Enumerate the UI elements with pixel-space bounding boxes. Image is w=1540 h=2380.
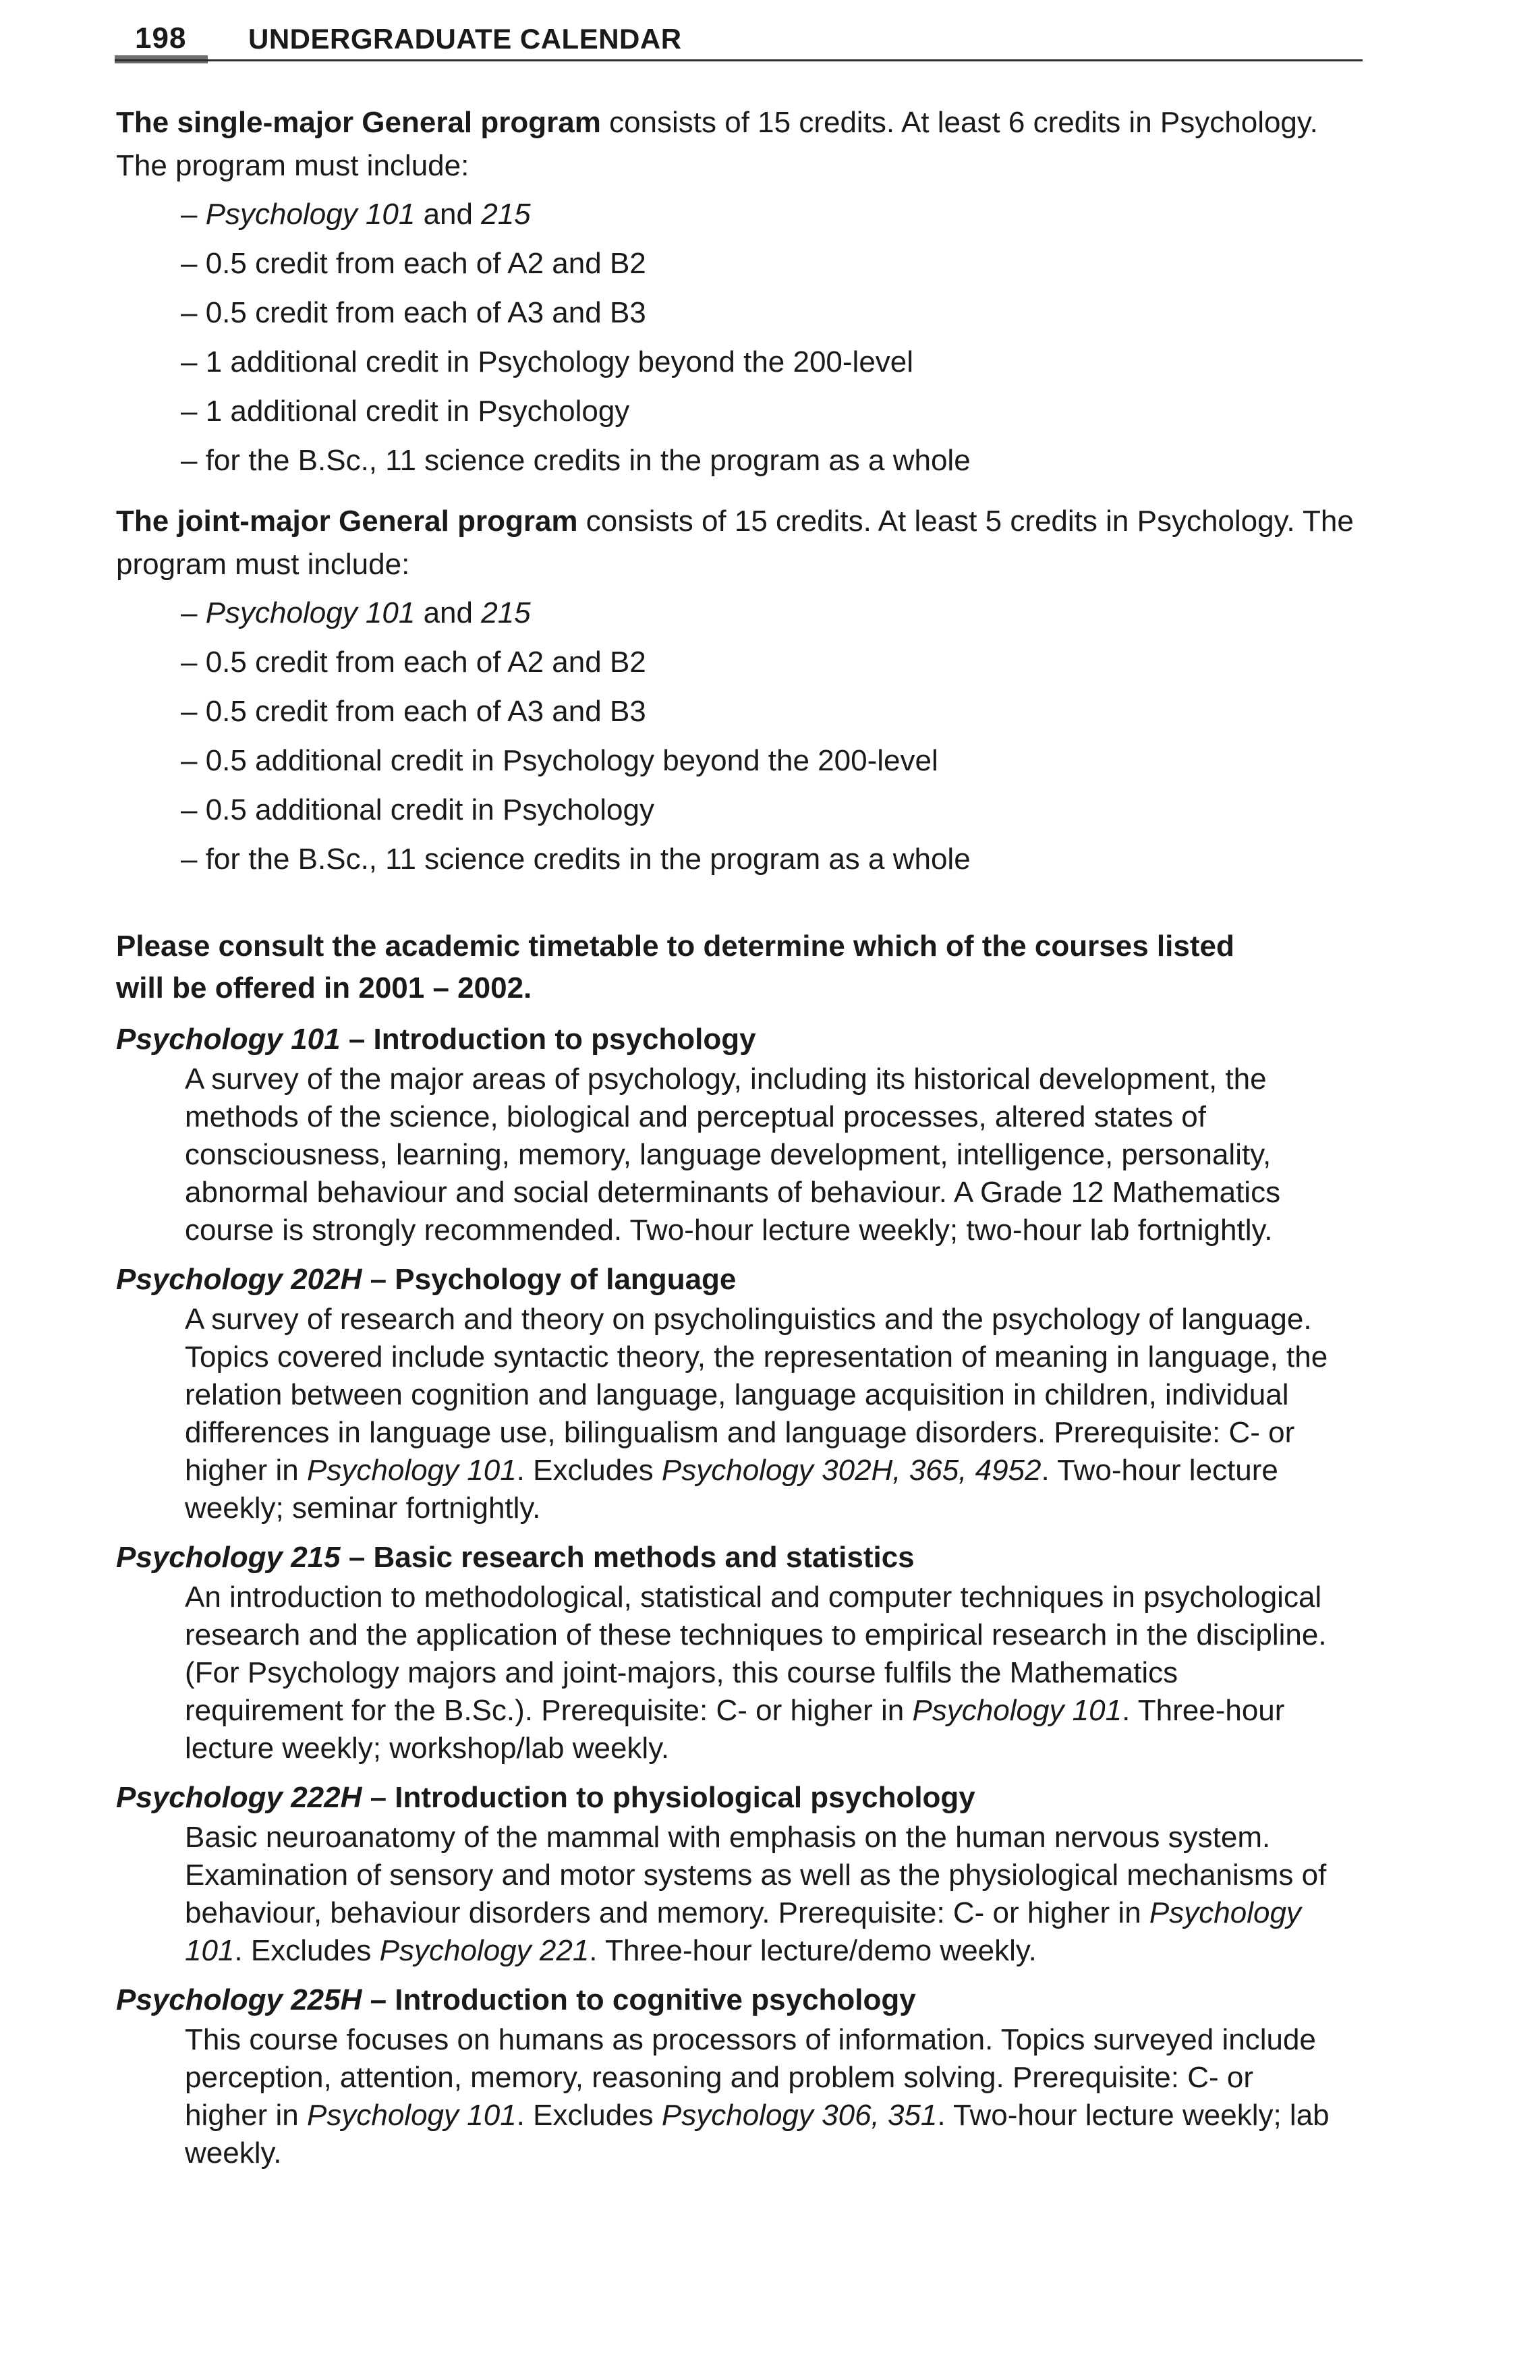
program-joint-major — [116, 500, 1371, 881]
requirement-dash: – — [181, 395, 206, 428]
description-text: . Two-hour lecture weekly; seminar fortnightly. — [185, 1454, 1278, 1525]
program-single-major — [116, 101, 1371, 482]
description-text: . Two-hour lecture weekly; lab weekly. — [185, 2099, 1330, 2170]
requirement-item — [181, 341, 1371, 384]
requirement-text: 0.5 credit from each of A3 and B3 — [205, 695, 646, 728]
course-code: Psychology 215 — [116, 1541, 341, 1574]
requirement-text: 0.5 credit from each of A3 and B3 — [205, 296, 646, 329]
course-entry — [116, 1777, 1371, 1970]
requirement-item — [181, 390, 1371, 433]
course-reference: Psychology 302H, 365, 4952 — [661, 1454, 1042, 1487]
course-description — [185, 1301, 1332, 1527]
course-reference: Psychology 101 — [307, 2099, 517, 2132]
requirement-item — [181, 193, 1371, 236]
course-separator: – — [362, 1263, 395, 1296]
course-name: Introduction to physiological psychology — [395, 1781, 975, 1814]
description-text: . Excludes — [516, 2099, 662, 2132]
program-description: consists of 15 credits. At least 6 credits in Psychology. The program must include: — [116, 106, 1318, 182]
requirement-dash: – — [181, 444, 206, 477]
requirement-dash: – — [181, 596, 206, 629]
requirement-dash: – — [181, 646, 206, 679]
requirement-item — [181, 291, 1371, 335]
course-separator: – — [362, 1781, 395, 1814]
requirement-dash: – — [181, 296, 206, 329]
description-text: . Three-hour lecture weekly; workshop/lab weekly. — [185, 1694, 1285, 1765]
course-reference: Psychology 221 — [379, 1934, 590, 1967]
course-description — [185, 1579, 1332, 1767]
requirement-dash: – — [181, 695, 206, 728]
requirement-list — [116, 193, 1371, 482]
description-text: A survey of research and theory on psycholinguistics and the psychology of language. Topics covered include syntactic theory, the representation of meaning in language, the relation between cognition and language, language acquisition in children, individual differences in language use, bilingualism and language disorders. Prerequisite: C- or higher in — [185, 1303, 1328, 1487]
course-heading — [116, 1259, 1371, 1301]
course-reference: Psychology 306, 351 — [661, 2099, 938, 2132]
requirement-list — [116, 592, 1371, 881]
requirement-item — [181, 242, 1371, 285]
page-number: 198 — [135, 22, 187, 55]
course-description — [185, 1819, 1332, 1970]
course-entry — [116, 1259, 1371, 1527]
course-name: Basic research methods and statistics — [373, 1541, 915, 1574]
course-separator: – — [340, 1541, 374, 1574]
description-text: Basic neuroanatomy of the mammal with emphasis on the human nervous system. Examination of sensory and motor systems as well as the physiological mechanisms of behaviour, behaviour disorders and memory. Prerequisite: C- or higher in — [185, 1821, 1327, 1929]
requirement-item — [181, 592, 1371, 635]
requirement-item — [181, 641, 1371, 684]
timetable-notice: Please consult the academic timetable to determine which of the courses listed will be offered in 2001 – 2002. — [116, 930, 1234, 1004]
description-text: . Excludes — [516, 1454, 662, 1487]
course-code: Psychology 202H — [116, 1263, 362, 1296]
requirement-dash: – — [181, 793, 206, 826]
program-description: consists of 15 credits. At least 5 credits in Psychology. The program must include: — [116, 505, 1354, 581]
course-name: Introduction to psychology — [373, 1023, 756, 1056]
requirement-text: for the B.Sc., 11 science credits in the program as a whole — [205, 444, 971, 477]
page-header — [115, 18, 1363, 85]
requirement-item — [181, 789, 1371, 832]
requirement-conjunction: and — [415, 198, 482, 231]
course-heading — [116, 1777, 1371, 1819]
requirement-item — [181, 690, 1371, 733]
description-text: . Excludes — [234, 1934, 380, 1967]
requirement-item — [181, 439, 1371, 482]
course-heading — [116, 1019, 1371, 1060]
course-entry — [116, 1979, 1371, 2172]
course-code: Psychology 225H — [116, 1983, 362, 2016]
course-entry — [116, 1019, 1371, 1249]
requirement-text: 0.5 additional credit in Psychology beyond the 200-level — [205, 744, 938, 777]
requirement-course: 215 — [481, 198, 531, 231]
requirement-dash: – — [181, 843, 206, 876]
course-code: Psychology 222H — [116, 1781, 362, 1814]
requirement-text: 0.5 credit from each of A2 and B2 — [205, 646, 646, 679]
program-intro — [116, 500, 1371, 586]
requirement-course: Psychology 101 — [205, 198, 416, 231]
course-reference: Psychology 101 — [185, 1896, 1301, 1967]
course-reference: Psychology 101 — [307, 1454, 517, 1487]
requirement-item — [181, 838, 1371, 881]
requirement-text: 0.5 additional credit in Psychology — [205, 793, 654, 826]
requirement-text: 1 additional credit in Psychology — [205, 395, 630, 428]
program-intro — [116, 101, 1371, 188]
course-heading — [116, 1537, 1371, 1579]
course-heading — [116, 1979, 1371, 2021]
course-description — [185, 2021, 1332, 2172]
requirement-course: 215 — [481, 596, 531, 629]
requirement-text: for the B.Sc., 11 science credits in the program as a whole — [205, 843, 971, 876]
course-separator: – — [362, 1983, 395, 2016]
description-text: . Three-hour lecture/demo weekly. — [589, 1934, 1037, 1967]
requirement-dash: – — [181, 345, 206, 378]
course-code: Psychology 101 — [116, 1023, 341, 1056]
requirement-item — [181, 739, 1371, 783]
requirement-text: 0.5 credit from each of A2 and B2 — [205, 247, 646, 280]
description-text: A survey of the major areas of psychology, including its historical development, the methods of the science, biological and perceptual processes, altered states of consciousness, learning, memory, language development, intelligence, personality, abnormal behaviour and social determinants of behaviour. A Grade 12 Mathematics course is strongly recommended. Two-hour lecture weekly; two-hour lab fortnightly. — [185, 1062, 1281, 1247]
requirement-course: Psychology 101 — [205, 596, 416, 629]
header-rule — [115, 59, 1363, 61]
course-description — [185, 1060, 1332, 1249]
requirement-dash: – — [181, 247, 206, 280]
course-entry — [116, 1537, 1371, 1767]
requirement-dash: – — [181, 198, 206, 231]
course-reference: Psychology 101 — [912, 1694, 1122, 1727]
requirement-conjunction: and — [415, 596, 482, 629]
requirement-text: 1 additional credit in Psychology beyond the 200-level — [205, 345, 914, 378]
requirement-dash: – — [181, 744, 206, 777]
running-head: UNDERGRADUATE CALENDAR — [248, 23, 682, 55]
page-content — [116, 101, 1371, 2182]
course-name: Introduction to cognitive psychology — [395, 1983, 916, 2016]
program-title: The joint-major General program — [116, 505, 578, 538]
course-separator: – — [340, 1023, 374, 1056]
course-name: Psychology of language — [395, 1263, 737, 1296]
program-title: The single-major General program — [116, 106, 601, 139]
description-text: This course focuses on humans as processors of information. Topics surveyed include perception, attention, memory, reasoning and problem solving. Prerequisite: C- or higher in — [185, 2023, 1316, 2132]
description-text: An introduction to methodological, statistical and computer techniques in psychological research and the application of these techniques to empirical research in the discipline. (For Psychology majors and joint-majors, this course fulfils the Mathematics requirement for the B.Sc.). Prerequisite: C- or higher in — [185, 1581, 1327, 1727]
